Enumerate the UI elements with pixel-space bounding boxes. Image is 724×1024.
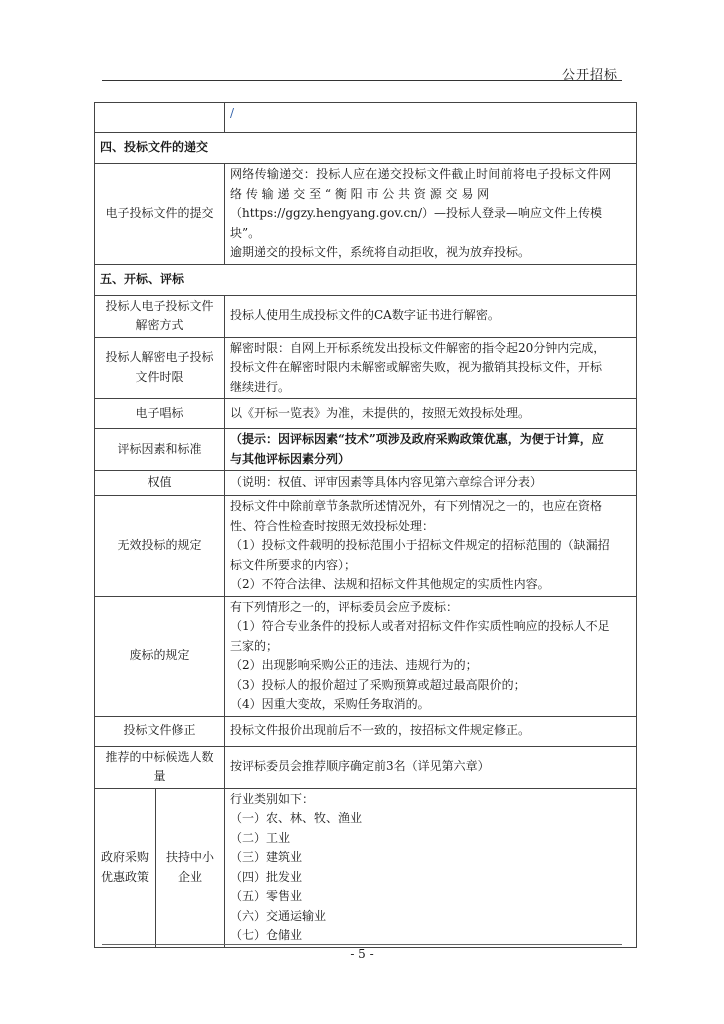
- row-label-amend: 投标文件修正: [95, 716, 225, 746]
- section-heading-submission: 四、投标文件的递交: [95, 133, 637, 164]
- table-row: [95, 716, 637, 746]
- row-label-bid-reading: 电子唱标: [95, 399, 225, 429]
- document-header-title: 公开招标: [561, 68, 618, 83]
- row-value-policy: 行业类别如下： （一）农、林、牧、渔业 （二）工业 （三）建筑业 （四）批发业 （五）零售业 （六）交通运输业 （七）仓储业: [225, 788, 637, 947]
- table-row: [95, 103, 637, 133]
- top-row-value: /: [225, 103, 637, 133]
- row-label-abandon: 废标的规定: [95, 596, 225, 716]
- row-value-recommend: 按评标委员会推荐顺序确定前3名（详见第六章）: [225, 746, 637, 788]
- table-row: [95, 337, 637, 399]
- row-value-decrypt-method: 投标人使用生成投标文件的CA数字证书进行解密。: [225, 295, 637, 337]
- header-divider: [102, 80, 622, 81]
- table-row: [95, 496, 637, 597]
- row-label-eval-factors: 评标因素和标准: [95, 429, 225, 471]
- table-row: [95, 788, 637, 947]
- table-row: [95, 746, 637, 788]
- table-row: [95, 295, 637, 337]
- row-value-submit: 网络传输递交：投标人应在递交投标文件截止时间前将电子投标文件网 络 传 输 递 交 至 “ 衡 阳 市 公 共 资 源 交 易 网 （https://ggzy.hengyang.gov.cn/）—投标人登录—响应文件上传模块”。 逾期递交的投标文件，系统将自动拒收，视为放弃投标。: [225, 164, 637, 265]
- section-row: [95, 264, 637, 295]
- row-value-eval-factors: （提示：因评标因素“技术”项涉及政府采购政策优惠，为便于计算，应 与其他评标因素分列）: [225, 429, 637, 471]
- row-label-submit: 电子投标文件的提交: [95, 164, 225, 265]
- tender-info-table: [94, 102, 637, 948]
- row-value-amend: 投标文件报价出现前后不一致的，按招标文件规定修正。: [225, 716, 637, 746]
- section-heading-opening: 五、开标、评标: [95, 264, 637, 295]
- table-row: [95, 399, 637, 429]
- table-row: [95, 596, 637, 716]
- row-label-decrypt-method: 投标人电子投标文件 解密方式: [95, 295, 225, 337]
- section-row: [95, 133, 637, 164]
- row-label-recommend: 推荐的中标候选人数 量: [95, 746, 225, 788]
- page-number: - 5 -: [350, 947, 374, 961]
- row-value-decrypt-time: 解密时限：自网上开标系统发出投标文件解密的指令起20分钟内完成， 投标文件在解密时限内未解密或解密失败，视为撤销其投标文件，开标 继续进行。: [225, 337, 637, 399]
- row-label-invalid-bid: 无效投标的规定: [95, 496, 225, 597]
- row-label-weights: 权值: [95, 471, 225, 496]
- row-value-invalid-bid: 投标文件中除前章节条款所述情况外，有下列情况之一的，也应在资格 性、符合性检查时按照无效投标处理： （1）投标文件载明的投标范围小于招标文件规定的招标范围的（缺漏招 标文件所要求的内容）； （2）不符合法律、法规和招标文件其他规定的实质性内容。: [225, 496, 637, 597]
- row-sublabel-sme: 扶持中小 企业: [156, 788, 225, 947]
- row-value-abandon: 有下列情形之一的，评标委员会应予废标： （1）符合专业条件的投标人或者对招标文件作实质性响应的投标人不足 三家的； （2）出现影响采购公正的违法、违规行为的； （3）投标人的报价超过了采购预算或超过最高限价的； （4）因重大变故，采购任务取消的。: [225, 596, 637, 716]
- table-row: [95, 471, 637, 496]
- row-value-weights: （说明：权值、评审因素等具体内容见第六章综合评分表）: [225, 471, 637, 496]
- row-value-bid-reading: 以《开标一览表》为准，未提供的，按照无效投标处理。: [225, 399, 637, 429]
- row-label-policy: 政府采购 优惠政策: [95, 788, 156, 947]
- empty-label-cell: [95, 103, 225, 133]
- row-label-decrypt-time: 投标人解密电子投标 文件时限: [95, 337, 225, 399]
- table-row: [95, 429, 637, 471]
- table-row: [95, 164, 637, 265]
- footer-divider: [102, 944, 622, 945]
